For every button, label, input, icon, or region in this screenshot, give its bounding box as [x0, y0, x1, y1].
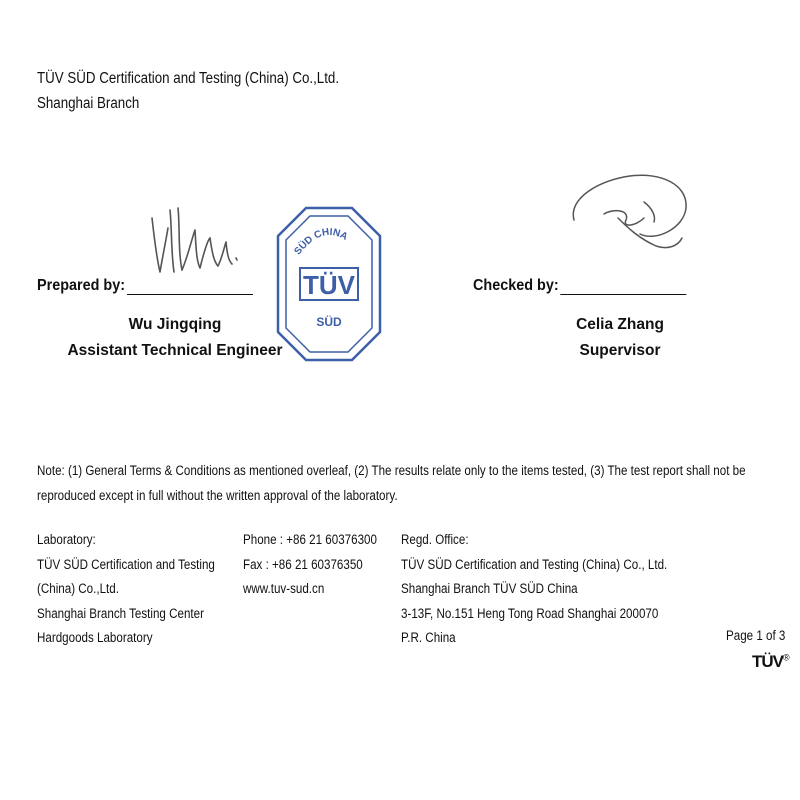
checker-info	[520, 312, 720, 364]
regd-office-line: P.R. China	[401, 630, 456, 645]
stamp-bottom-text: SÜD	[316, 315, 342, 329]
company-name: TÜV SÜD Certification and Testing (China) Co.,Ltd.	[37, 70, 340, 87]
celia-signature	[560, 168, 700, 258]
note-line-1: Note: (1) General Terms & Conditions as mentioned overleaf, (2) The results relate only to the items tested, (3) The test report shall not be	[37, 463, 746, 478]
branch-name: Shanghai Branch	[37, 95, 140, 112]
laboratory-line: Hardgoods Laboratory	[37, 630, 153, 645]
laboratory-line: Shanghai Branch Testing Center	[37, 605, 204, 621]
registered-mark: ®	[783, 652, 789, 663]
prepared-by	[37, 277, 277, 295]
laboratory-line: (China) Co.,Ltd.	[37, 581, 119, 596]
tuv-logo-text: TÜV	[752, 652, 783, 671]
note-line-2: reproduced except in full without the written approval of the laboratory.	[37, 488, 398, 503]
preparer-info	[60, 312, 290, 364]
checked-signature-line	[560, 278, 686, 295]
company-header	[37, 66, 388, 116]
phone-number: Phone : +86 21 60376300	[243, 532, 377, 547]
regd-office-block	[401, 528, 711, 651]
regd-office-line: Shanghai Branch TÜV SÜD China	[401, 581, 578, 596]
regd-office-line: 3-13F, No.151 Heng Tong Road Shanghai 200070	[401, 605, 659, 621]
stamp-center-text: TÜV	[303, 270, 355, 300]
checker-name: Celia Zhang	[576, 316, 664, 333]
prepared-by-label: Prepared by:	[37, 277, 126, 294]
page-number: Page 1 of 3	[726, 628, 786, 643]
regd-office-line: TÜV SÜD Certification and Testing (China) Co., Ltd.	[401, 556, 668, 572]
fax-number: Fax : +86 21 60376350	[243, 556, 363, 572]
prepared-signature-line	[127, 278, 253, 295]
checker-title: Supervisor	[579, 342, 661, 359]
contact-block	[243, 528, 399, 602]
stamp-ring-text: SÜD CHINA	[292, 226, 350, 258]
laboratory-block	[37, 528, 244, 651]
tuv-stamp	[274, 204, 384, 364]
website-link[interactable]: www.tuv-sud.cn	[243, 581, 325, 596]
laboratory-heading: Laboratory:	[37, 532, 96, 547]
regd-office-heading: Regd. Office:	[401, 532, 469, 547]
wu-signature	[140, 200, 270, 280]
laboratory-line: TÜV SÜD Certification and Testing	[37, 556, 215, 572]
checked-by	[473, 277, 710, 295]
checked-by-label: Checked by:	[473, 277, 559, 294]
legal-note	[37, 458, 800, 508]
preparer-title: Assistant Technical Engineer	[67, 342, 283, 359]
tuv-logo	[752, 652, 789, 672]
preparer-name: Wu Jingqing	[128, 316, 222, 333]
